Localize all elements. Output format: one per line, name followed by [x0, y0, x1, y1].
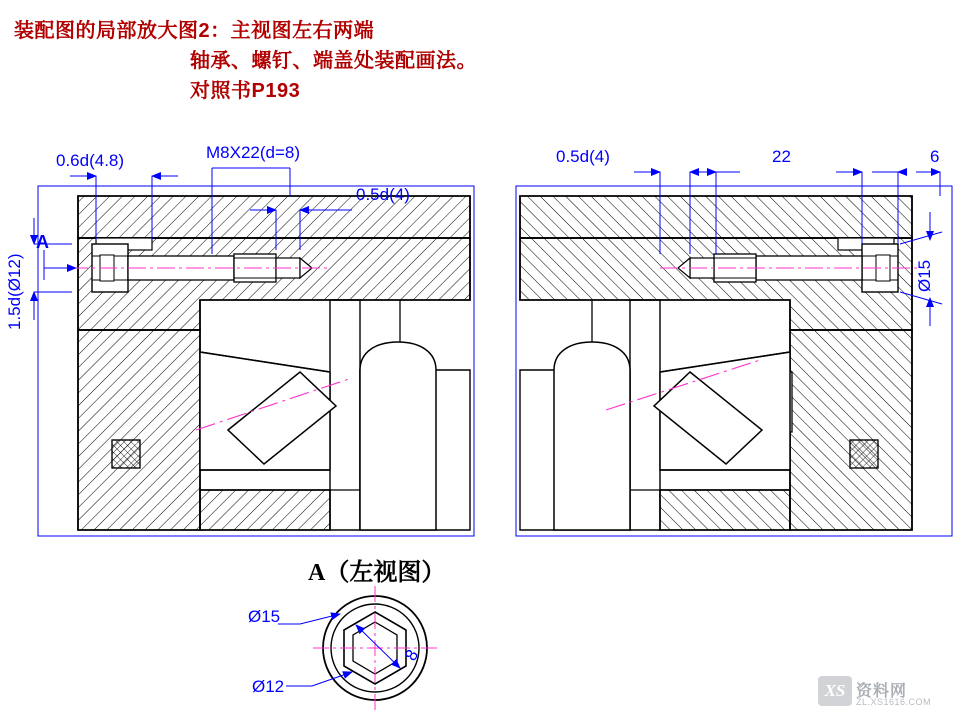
- dim-m8x22: M8X22(d=8): [206, 143, 301, 162]
- dim-0-6d: 0.6d(4.8): [56, 151, 125, 170]
- watermark-name: 资料网: [856, 683, 908, 700]
- title-line-1: 装配图的局部放大图2：主视图左右两端: [14, 20, 375, 42]
- right-detail-view: [516, 147, 952, 536]
- view-caption: A（左视图）: [308, 560, 446, 586]
- dim-0-5d: 0.5d(4): [556, 147, 610, 166]
- dim-d15-bottom: Ø15: [248, 607, 281, 626]
- dim-22: 22: [772, 147, 791, 166]
- watermark-logo: XS: [818, 676, 852, 706]
- watermark: [818, 676, 950, 712]
- label-a: A: [36, 232, 49, 252]
- left-side-view-a: [248, 559, 445, 710]
- title-line-2: 轴承、螺钉、端盖处装配画法。: [190, 50, 477, 72]
- dim-6: 6: [930, 147, 940, 166]
- dim-0-5d-top: 0.5d(4): [356, 185, 410, 204]
- dim-d15-right: Ø15: [915, 259, 934, 292]
- watermark-url: ZL.XS1616.COM: [856, 697, 932, 707]
- title-line-3: 对照书P193: [190, 80, 301, 102]
- dim-d12-bottom: Ø12: [252, 677, 285, 696]
- left-tapered-roller-bearing: [196, 352, 352, 470]
- dim-1-5d: 1.5d(Ø12): [5, 253, 24, 330]
- right-tapered-roller-bearing: [606, 352, 790, 470]
- left-detail-view: [5, 143, 474, 536]
- dim-8-bottom: 8: [401, 646, 423, 664]
